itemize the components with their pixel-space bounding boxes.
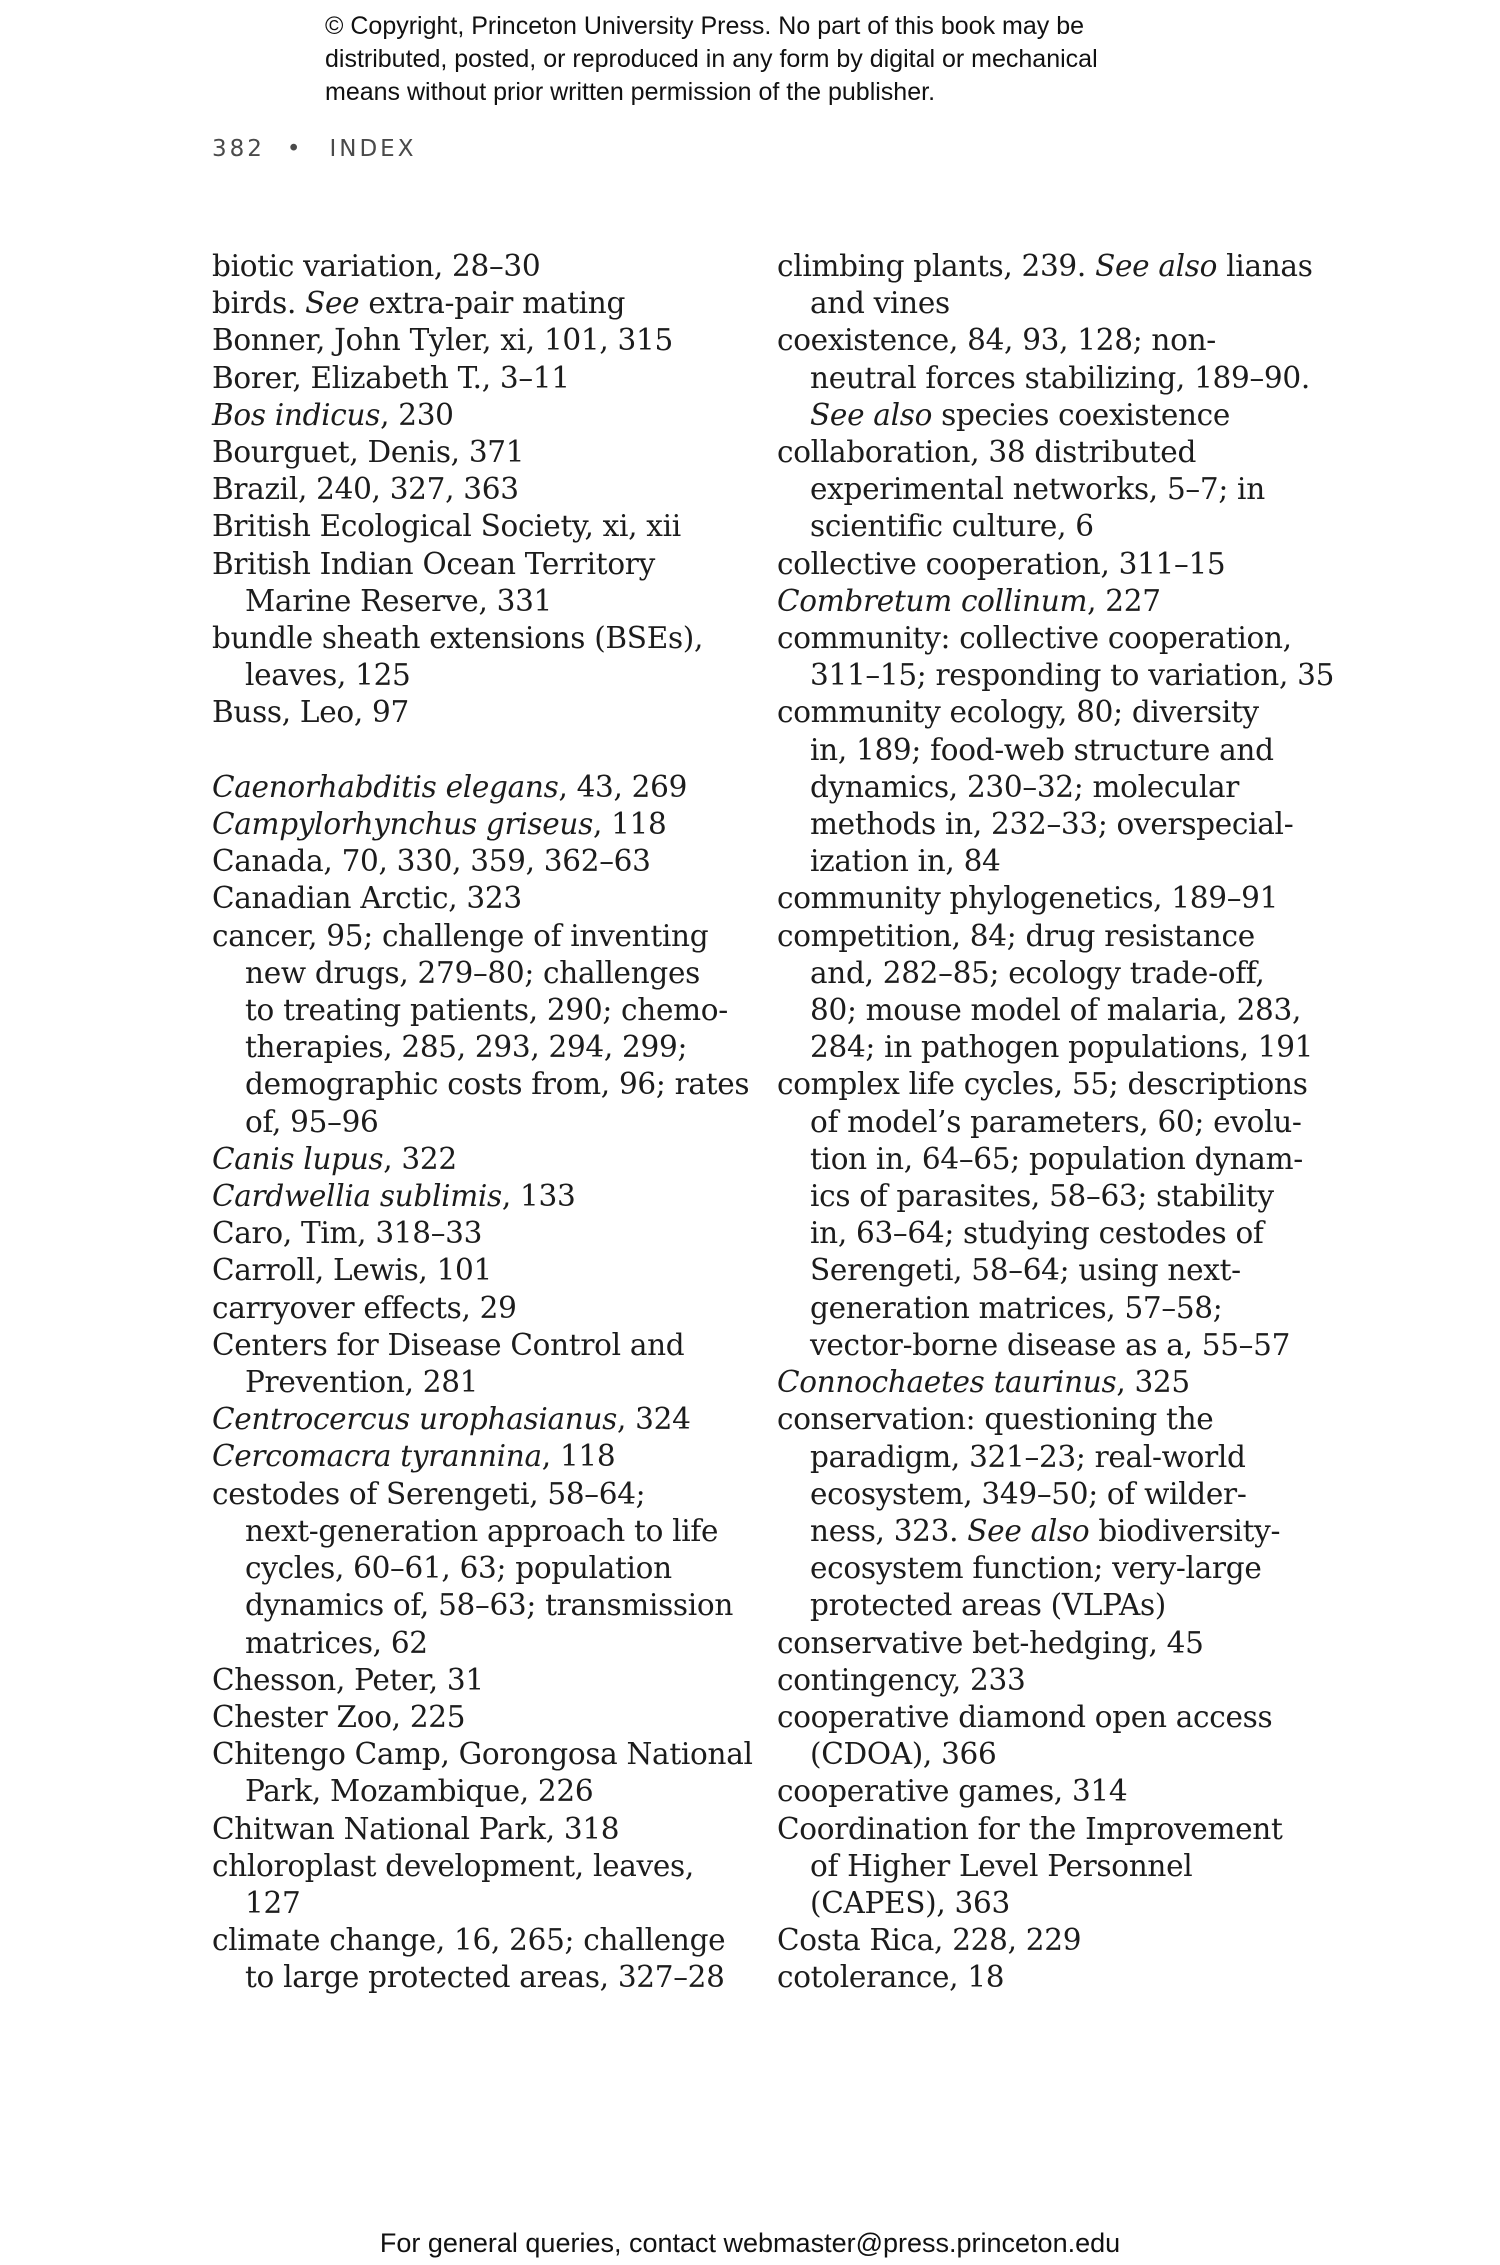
entry-text: of model’s parameters, 60; evolu- xyxy=(810,1104,1302,1139)
entry-line xyxy=(212,1438,752,1475)
copyright-line: means without prior written permission of the publisher. xyxy=(325,78,936,106)
entry-text: conservative bet-hedging, 45 xyxy=(777,1625,1204,1660)
entry-line xyxy=(212,1922,752,1959)
entry-text: Chesson, Peter, 31 xyxy=(212,1662,484,1697)
italic-text: See also xyxy=(1095,249,1218,283)
entry-continuation-line xyxy=(777,1029,1322,1066)
entry-text: matrices, 62 xyxy=(245,1625,428,1660)
italic-text: See also xyxy=(967,1513,1090,1548)
entry-text: experimental networks, 5–7; in xyxy=(810,472,1265,507)
entry-continuation-line xyxy=(212,1513,752,1550)
entry-line xyxy=(212,1848,752,1885)
entry-text: ics of parasites, 58–63; stability xyxy=(810,1179,1274,1214)
copyright-notice xyxy=(325,10,1225,109)
entry-text: scientific culture, 6 xyxy=(810,509,1094,544)
entry-continuation-line xyxy=(777,657,1335,694)
entry-text: Marine Reserve, 331 xyxy=(245,583,553,618)
entry-text: demographic costs from, 96; rates xyxy=(245,1067,750,1102)
entry-text: cycles, 60–61, 63; population xyxy=(245,1551,672,1586)
entry-text: Chitengo Camp, Gorongosa National xyxy=(212,1737,753,1772)
entry-continuation-line xyxy=(777,471,1322,508)
entry-continuation-line xyxy=(777,1215,1322,1252)
entry-text: 311–15; responding to variation, 35 xyxy=(810,658,1335,693)
entry-continuation-line xyxy=(777,1885,1322,1922)
entry-text: 80; mouse model of malaria, 283, xyxy=(810,993,1302,1028)
index-entry xyxy=(777,1364,1322,1401)
entry-text: , 322 xyxy=(383,1141,457,1176)
entry-text: contingency, 233 xyxy=(777,1662,1026,1697)
entry-text: and, 282–85; ecology trade-off, xyxy=(810,955,1265,990)
index-entry xyxy=(212,1922,752,1996)
entry-continuation-line xyxy=(777,285,1322,322)
entry-continuation-line xyxy=(777,1327,1322,1364)
entry-text: to large protected areas, 327–28 xyxy=(245,1960,725,1995)
entry-continuation-line xyxy=(777,806,1322,843)
index-entry xyxy=(777,546,1322,583)
entry-line xyxy=(212,1141,752,1178)
index-entry xyxy=(212,880,752,917)
entry-text: leaves, 125 xyxy=(245,658,411,693)
entry-text: cancer, 95; challenge of inventing xyxy=(212,918,709,953)
entry-line xyxy=(212,1178,752,1215)
entry-continuation-line xyxy=(212,1587,752,1624)
entry-continuation-line xyxy=(212,1550,752,1587)
index-entry xyxy=(212,1699,752,1736)
index-entry xyxy=(777,322,1322,434)
entry-text: coexistence, 84, 93, 128; non- xyxy=(777,323,1216,358)
entry-continuation-line xyxy=(212,1066,752,1103)
entry-line xyxy=(212,918,752,955)
entry-continuation-line xyxy=(777,1848,1322,1885)
entry-text: collaboration, 38 distributed xyxy=(777,435,1197,470)
entry-text: British Ecological Society, xi, xii xyxy=(212,509,681,544)
entry-text: of, 95–96 xyxy=(245,1104,379,1139)
entry-continuation-line xyxy=(777,843,1322,880)
entry-text: Bourguet, Denis, 371 xyxy=(212,435,525,470)
entry-text: dynamics, 230–32; molecular xyxy=(810,769,1240,804)
index-entry xyxy=(777,1699,1322,1773)
index-entry xyxy=(777,1625,1322,1662)
copyright-line: distributed, posted, or reproduced in any form by digital or mechanical xyxy=(325,45,1098,73)
italic-text: Cercomacra tyrannina xyxy=(212,1439,542,1474)
entry-continuation-line xyxy=(777,955,1322,992)
index-entry xyxy=(212,508,752,545)
entry-text: paradigm, 321–23; real-world xyxy=(810,1439,1246,1474)
entry-text: of Higher Level Personnel xyxy=(810,1848,1193,1883)
index-entry xyxy=(777,1959,1322,1996)
entry-line xyxy=(777,1364,1322,1401)
index-entry xyxy=(212,843,752,880)
index-entry xyxy=(777,1922,1322,1959)
entry-line xyxy=(777,322,1322,359)
entry-text: biodiversity- xyxy=(1089,1513,1281,1548)
entry-line xyxy=(212,360,752,397)
index-entry xyxy=(212,1811,752,1848)
entry-continuation-line xyxy=(212,1625,752,1662)
entry-text: , 118 xyxy=(541,1439,616,1474)
entry-text: , 325 xyxy=(1116,1365,1190,1400)
entry-continuation-line xyxy=(212,1773,752,1810)
entry-text: Carroll, Lewis, 101 xyxy=(212,1253,492,1288)
index-entry xyxy=(777,880,1322,917)
entry-text: Coordination for the Improvement xyxy=(777,1811,1283,1846)
entry-text: , 324 xyxy=(617,1402,691,1437)
entry-continuation-line xyxy=(212,1364,752,1401)
entry-continuation-line xyxy=(777,732,1322,769)
entry-line xyxy=(212,322,752,359)
entry-text: ness, 323. xyxy=(810,1513,968,1548)
italic-text: Cardwellia sublimis xyxy=(212,1179,502,1214)
entry-continuation-line xyxy=(777,1104,1322,1141)
index-entry xyxy=(212,434,752,471)
entry-text: Prevention, 281 xyxy=(245,1365,479,1400)
entry-text: , 230 xyxy=(380,397,454,432)
index-column-left xyxy=(212,248,752,1997)
entry-line xyxy=(212,285,752,322)
entry-text: community phylogenetics, 189–91 xyxy=(777,881,1279,916)
entry-line xyxy=(777,1959,1322,1996)
entry-text: Bonner, John Tyler, xi, 101, 315 xyxy=(212,323,673,358)
entry-line xyxy=(777,583,1322,620)
entry-text: species coexistence xyxy=(932,397,1231,432)
entry-text: new drugs, 279–80; challenges xyxy=(245,955,700,990)
entry-text: , 133 xyxy=(501,1179,576,1214)
entry-line xyxy=(212,620,752,657)
entry-text: Centers for Disease Control and xyxy=(212,1327,685,1362)
entry-text: next-generation approach to life xyxy=(245,1513,719,1548)
entry-continuation-line xyxy=(212,583,752,620)
entry-text: to treating patients, 290; chemo- xyxy=(245,993,728,1028)
entry-text: (CDOA), 366 xyxy=(810,1737,997,1772)
entry-text: cooperative games, 314 xyxy=(777,1774,1128,1809)
entry-line xyxy=(212,1252,752,1289)
entry-text: ecosystem, 349–50; of wilder- xyxy=(810,1476,1247,1511)
entry-text: protected areas (VLPAs) xyxy=(810,1588,1167,1623)
index-entry xyxy=(212,918,752,1141)
entry-text: tion in, 64–65; population dynam- xyxy=(810,1141,1303,1176)
entry-line xyxy=(777,248,1322,285)
entry-line xyxy=(777,1662,1322,1699)
index-entry xyxy=(212,1438,752,1475)
entry-line xyxy=(777,434,1322,471)
entry-text: cotolerance, 18 xyxy=(777,1960,1005,1995)
index-entry xyxy=(212,1327,752,1401)
entry-continuation-line xyxy=(777,1587,1322,1624)
entry-line xyxy=(777,1401,1322,1438)
entry-line xyxy=(212,1811,752,1848)
running-head xyxy=(212,136,416,162)
index-entry xyxy=(212,1141,752,1178)
entry-continuation-line xyxy=(777,1550,1322,1587)
italic-text: Canis lupus xyxy=(212,1141,384,1176)
entry-line xyxy=(212,1290,752,1327)
entry-text: collective cooperation, 311–15 xyxy=(777,546,1226,581)
index-entry xyxy=(212,285,752,322)
index-entry xyxy=(212,1476,752,1662)
index-entry xyxy=(777,1773,1322,1810)
entry-line xyxy=(212,508,752,545)
index-entry xyxy=(777,918,1322,1067)
entry-line xyxy=(777,1066,1322,1103)
entry-continuation-line xyxy=(777,397,1322,434)
entry-text: , 43, 269 xyxy=(558,769,688,804)
entry-text: bundle sheath extensions (BSEs), xyxy=(212,621,704,656)
entry-text: therapies, 285, 293, 294, 299; xyxy=(245,1030,688,1065)
entry-continuation-line xyxy=(777,1513,1322,1550)
entry-text: generation matrices, 57–58; xyxy=(810,1290,1223,1325)
entry-text: community ecology, 80; diversity xyxy=(777,695,1259,730)
entry-continuation-line xyxy=(212,657,752,694)
entry-line xyxy=(777,880,1322,917)
entry-text: conservation: questioning the xyxy=(777,1402,1214,1437)
index-entry xyxy=(212,1290,752,1327)
entry-line xyxy=(212,434,752,471)
index-entry xyxy=(777,1662,1322,1699)
entry-text: and vines xyxy=(810,286,950,321)
entry-text: 284; in pathogen populations, 191 xyxy=(810,1030,1314,1065)
section-title: INDEX xyxy=(329,136,417,162)
index-entry xyxy=(212,1848,752,1922)
entry-line xyxy=(212,397,752,434)
index-entry xyxy=(777,1066,1322,1364)
entry-text: Brazil, 240, 327, 363 xyxy=(212,472,519,507)
italic-text: Campylorhynchus griseus xyxy=(212,807,593,842)
italic-text: Bos indicus xyxy=(212,397,381,432)
entry-continuation-line xyxy=(777,1736,1322,1773)
index-entry xyxy=(212,471,752,508)
entry-text: cestodes of Serengeti, 58–64; xyxy=(212,1476,646,1511)
entry-continuation-line xyxy=(212,1029,752,1066)
entry-continuation-line xyxy=(777,508,1322,545)
index-entry xyxy=(212,1252,752,1289)
entry-line xyxy=(212,1327,752,1364)
entry-text: climbing plants, 239. xyxy=(777,249,1096,283)
entry-text: Buss, Leo, 97 xyxy=(212,695,409,730)
entry-continuation-line xyxy=(212,1959,752,1996)
index-entry xyxy=(777,248,1322,322)
index-entry xyxy=(777,694,1322,880)
entry-line xyxy=(212,1662,752,1699)
index-entry xyxy=(212,1215,752,1252)
index-entry xyxy=(777,1401,1322,1624)
entry-text: chloroplast development, leaves, xyxy=(212,1848,694,1883)
italic-text: Centrocercus urophasianus xyxy=(212,1402,617,1437)
entry-line xyxy=(212,546,752,583)
page-number: 382 xyxy=(212,136,265,162)
entry-continuation-line xyxy=(777,1476,1322,1513)
italic-text: Connochaetes taurinus xyxy=(777,1365,1117,1400)
entry-text: (CAPES), 363 xyxy=(810,1885,1010,1920)
entry-text: Park, Mozambique, 226 xyxy=(245,1774,594,1809)
index-entry xyxy=(212,1662,752,1699)
entry-continuation-line xyxy=(777,1141,1322,1178)
entry-text: Caro, Tim, 318–33 xyxy=(212,1216,483,1251)
entry-line xyxy=(212,248,752,285)
entry-text: carryover effects, 29 xyxy=(212,1290,517,1325)
entry-line xyxy=(777,1625,1322,1662)
index-column-right xyxy=(777,248,1335,1997)
index-entry xyxy=(212,806,752,843)
entry-text: in, 63–64; studying cestodes of xyxy=(810,1216,1264,1251)
entry-text: Canadian Arctic, 323 xyxy=(212,881,522,916)
entry-text: , 118 xyxy=(592,807,667,842)
entry-continuation-line xyxy=(777,360,1322,397)
entry-line xyxy=(212,1215,752,1252)
italic-text: See xyxy=(305,286,360,321)
letter-group-gap xyxy=(212,732,752,769)
entry-continuation-line xyxy=(777,1178,1322,1215)
entry-continuation-line xyxy=(777,1439,1322,1476)
index-entry xyxy=(777,434,1322,546)
entry-text: Borer, Elizabeth T., 3–11 xyxy=(212,360,570,395)
entry-line xyxy=(212,769,752,806)
entry-text: Costa Rica, 228, 229 xyxy=(777,1923,1082,1958)
entry-text: vector-borne disease as a, 55–57 xyxy=(810,1327,1291,1362)
entry-line xyxy=(212,1401,752,1438)
entry-continuation-line xyxy=(777,1290,1322,1327)
entry-line xyxy=(212,694,752,731)
entry-text: extra-pair mating xyxy=(359,286,626,321)
italic-text: Combretum collinum xyxy=(777,583,1088,618)
entry-text: lianas xyxy=(1217,249,1313,283)
entry-continuation-line xyxy=(212,992,752,1029)
index-entry xyxy=(777,1811,1322,1923)
entry-text: in, 189; food-web structure and xyxy=(810,732,1274,767)
entry-text: , 227 xyxy=(1087,583,1161,618)
separator-bullet: • xyxy=(286,136,304,162)
entry-text: complex life cycles, 55; descriptions xyxy=(777,1067,1308,1102)
copyright-line: © Copyright, Princeton University Press. No part of this book may be xyxy=(325,12,1085,40)
entry-text: ization in, 84 xyxy=(810,844,1001,879)
italic-text: Caenorhabditis elegans xyxy=(212,769,559,804)
entry-text: British Indian Ocean Territory xyxy=(212,546,655,581)
index-entry xyxy=(212,397,752,434)
index-entry xyxy=(777,583,1322,620)
index-entry xyxy=(212,1736,752,1810)
entry-continuation-line xyxy=(212,955,752,992)
index-entry xyxy=(212,546,752,620)
entry-continuation-line xyxy=(777,992,1322,1029)
entry-text: Chester Zoo, 225 xyxy=(212,1699,466,1734)
entry-text: biotic variation, 28–30 xyxy=(212,249,541,283)
italic-text: See also xyxy=(810,397,933,432)
entry-text: ecosystem function; very-large xyxy=(810,1551,1262,1586)
index-entry xyxy=(212,769,752,806)
entry-line xyxy=(777,1773,1322,1810)
footer-contact: For general queries, contact webmaster@press.princeton.edu xyxy=(379,2228,1121,2258)
entry-line xyxy=(212,1476,752,1513)
entry-text: competition, 84; drug resistance xyxy=(777,918,1255,953)
entry-line xyxy=(212,471,752,508)
entry-text: 127 xyxy=(245,1885,301,1920)
index-entry xyxy=(212,1178,752,1215)
index-entry xyxy=(212,1401,752,1438)
entry-continuation-line xyxy=(212,1104,752,1141)
entry-line xyxy=(212,806,752,843)
entry-line xyxy=(777,694,1322,731)
entry-line xyxy=(777,1699,1322,1736)
entry-continuation-line xyxy=(777,1252,1322,1289)
entry-line xyxy=(212,880,752,917)
index-entry xyxy=(212,360,752,397)
entry-text: neutral forces stabilizing, 189–90. xyxy=(810,360,1310,395)
entry-line xyxy=(212,843,752,880)
entry-text: climate change, 16, 265; challenge xyxy=(212,1923,726,1958)
index-entry xyxy=(212,694,752,731)
entry-text: birds. xyxy=(212,286,306,321)
index-entry xyxy=(212,248,752,285)
entry-text: cooperative diamond open access xyxy=(777,1699,1273,1734)
index-entry xyxy=(777,620,1335,694)
entry-text: community: collective cooperation, xyxy=(777,621,1292,656)
entry-text: dynamics of, 58–63; transmission xyxy=(245,1588,734,1623)
entry-line xyxy=(777,918,1322,955)
entry-continuation-line xyxy=(212,1885,752,1922)
entry-line xyxy=(777,546,1322,583)
entry-text: methods in, 232–33; overspecial- xyxy=(810,807,1294,842)
index-entry xyxy=(212,620,752,694)
entry-text: Serengeti, 58–64; using next- xyxy=(810,1253,1241,1288)
entry-line xyxy=(777,1922,1322,1959)
entry-line xyxy=(777,620,1322,657)
entry-text: Chitwan National Park, 318 xyxy=(212,1811,620,1846)
entry-line xyxy=(212,1699,752,1736)
entry-text: Canada, 70, 330, 359, 362–63 xyxy=(212,844,651,879)
entry-continuation-line xyxy=(777,769,1322,806)
index-entry xyxy=(212,322,752,359)
entry-line xyxy=(212,1736,752,1773)
entry-line xyxy=(777,1811,1322,1848)
